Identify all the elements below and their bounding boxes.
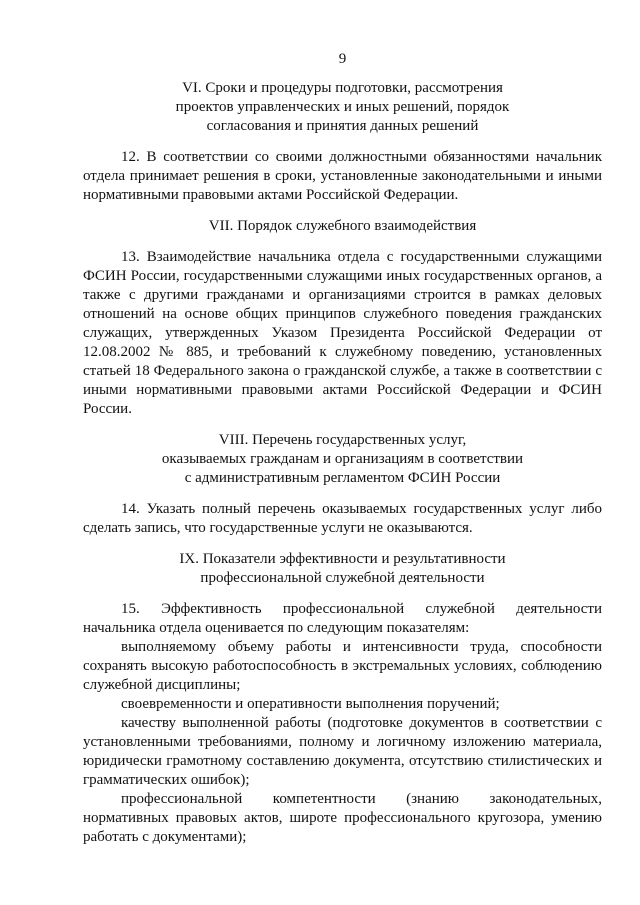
paragraph-12: 12. В соответствии со своими должностными обязанностями начальник отдела принимает решения в сроки, установленные законодательными и иными нормативными правовыми актами Российской Федерации. xyxy=(83,149,602,203)
page-number: 9 xyxy=(338,51,347,67)
heading-line: с административным регламентом ФСИН России xyxy=(184,470,501,486)
paragraph-13: 13. Взаимодействие начальника отдела с государственными служащими ФСИН России, государственными служащими иных государственных органов, а также с другими гражданами и организациями строится в рамках деловых отношений на основе общих принципов служебного поведения гражданских служащих, утвержденных Указом Президента Российской Федерации от 12.08.2002 № 885, и требований к служебному поведению, установленных статьей 18 Федерального закона о гражданской службе, а также в соответствии с иными нормативными правовыми актами Российской Федерации и ФСИН России. xyxy=(83,249,602,417)
heading-line: оказываемых гражданам и организациям в соответствии xyxy=(161,451,524,467)
heading-line: проектов управленческих и иных решений, порядок xyxy=(175,99,510,115)
heading-line: согласования и принятия данных решений xyxy=(206,118,479,134)
list-item: профессиональной компетентности (знанию законодательных, нормативных правовых актов, широте профессионального кругозора, умению работать с документами); xyxy=(83,791,602,845)
list-item: своевременности и оперативности выполнения поручений; xyxy=(121,696,500,712)
heading-line: профессиональной служебной деятельности xyxy=(200,570,485,586)
list-item: качеству выполненной работы (подготовке документов в соответствии с установленными требованиями, полному и логичному изложению материала, юридически грамотному составлению документа, отсутствию стилистических и грамматических ошибок); xyxy=(83,715,602,788)
section-heading-6 xyxy=(83,79,602,136)
heading-line: VIII. Перечень государственных услуг, xyxy=(218,432,467,448)
heading-line: VI. Сроки и процедуры подготовки, рассмотрения xyxy=(182,80,503,96)
section-heading-7 xyxy=(83,217,602,236)
paragraph-14: 14. Указать полный перечень оказываемых государственных услуг либо сделать запись, что государственные услуги не оказываются. xyxy=(83,501,602,536)
section-heading-8 xyxy=(83,431,602,488)
paragraph-15: 15. Эффективность профессиональной служебной деятельности начальника отдела оценивается по следующим показателям: xyxy=(83,601,602,636)
heading-line: IX. Показатели эффективности и результативности xyxy=(179,551,506,567)
list-item: выполняемому объему работы и интенсивности труда, способности сохранять высокую работоспособность в экстремальных условиях, соблюдению служебной дисциплины; xyxy=(83,639,602,693)
heading-line: VII. Порядок служебного взаимодействия xyxy=(208,218,477,234)
section-heading-9 xyxy=(83,550,602,588)
